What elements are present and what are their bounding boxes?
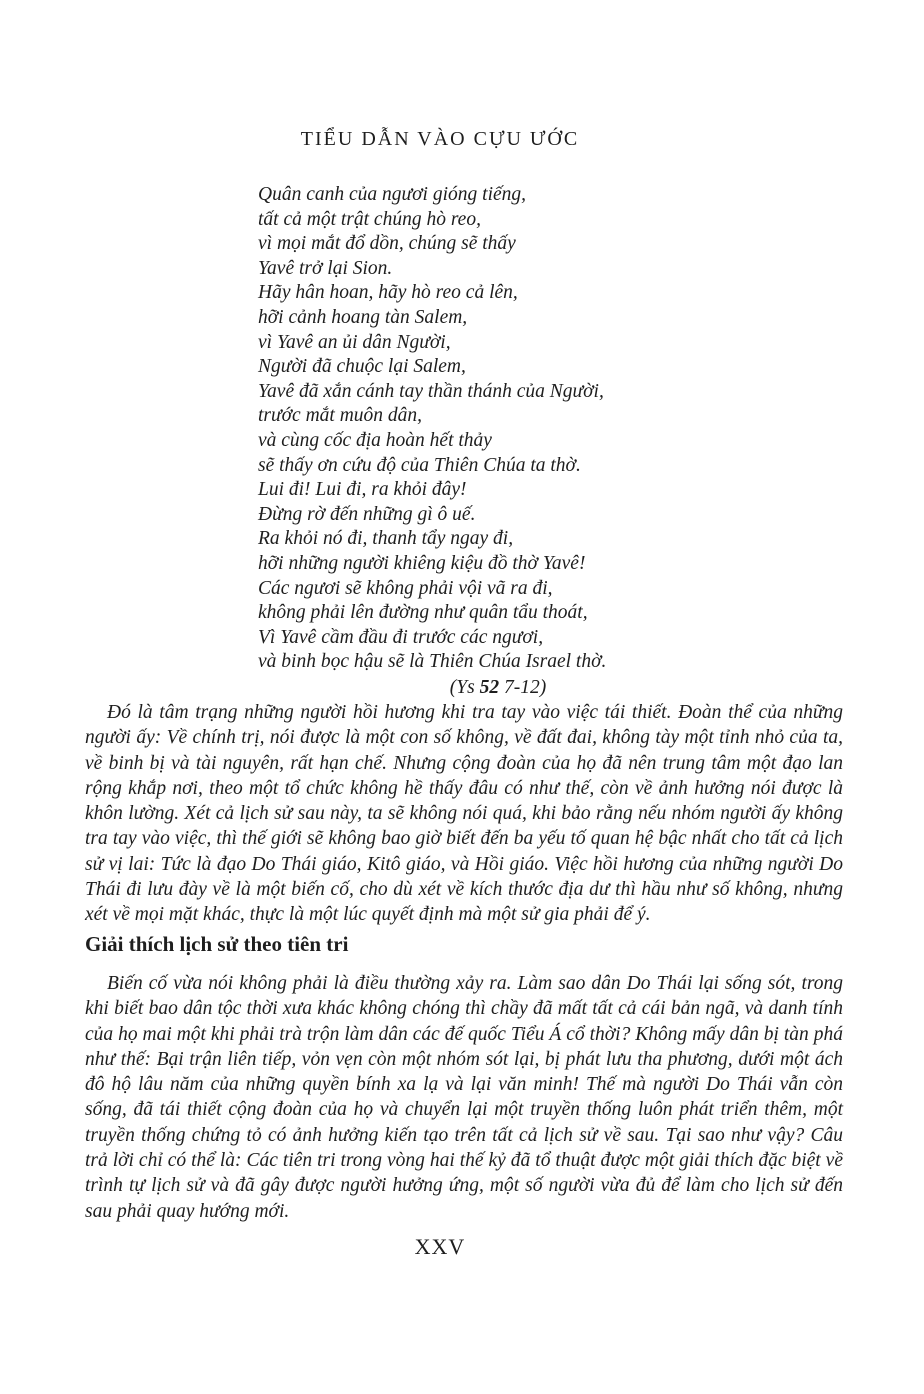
- running-head: TIỂU DẪN VÀO CỰU ƯỚC: [300, 128, 580, 150]
- poem-line: tất cả một trật chúng hò reo,: [258, 208, 481, 230]
- poem-line: Người đã chuộc lại Salem,: [258, 356, 466, 378]
- poem-line: Yavê đã xắn cánh tay thần thánh của Người,: [258, 380, 604, 402]
- citation-close: 7-12): [499, 676, 547, 698]
- citation-chapter-ref: 52: [479, 676, 500, 698]
- poem-line: hỡi cảnh hoang tàn Salem,: [258, 306, 468, 328]
- poem-citation: [258, 676, 738, 701]
- citation-open: (Ys: [449, 676, 480, 698]
- poem-line: hỡi những người khiêng kiệu đồ thờ Yavê!: [258, 552, 586, 574]
- paragraph-homecoming-reflection: Đó là tâm trạng những người hồi hương khi tra tay vào việc tái thiết. Đoàn thể của những người ấy: Về chính trị, nói được là một con số không, về đất đai, không tày một tỉnh nhỏ của ta, về binh bị và tài nguyên, rất hạn chế. Nhưng cộng đoàn của họ đã nên trung tâm một đạo lan rộng khắp nơi, theo một tổ chức không hề thấy đâu có như thế, còn về ảnh hưởng nói được là khôn lường. Xét cả lịch sử sau này, ta sẽ không nói quá, khi bảo rằng nếu nhóm người ấy không tra tay vào việc, thì thế giới sẽ không bao giờ biết đến ba yếu tố quan hệ bậc nhất cho tất cả lịch sử vị lai: Tức là đạo Do Thái giáo, Kitô giáo, và Hồi giáo. Việc hồi hương của những người Do Thái đi lưu đày về là một biến cố, cho dù xét về kích thước địa dư thì hầu như số không, nhưng xét về mọi mặt khác, thực là một lúc quyết định mà một sử gia phải để ý.: [85, 702, 843, 926]
- poem-line: và cùng cốc địa hoàn hết thảy: [258, 429, 492, 451]
- poem-line: vì Yavê an ủi dân Người,: [258, 331, 451, 353]
- page-number: XXV: [414, 1234, 466, 1259]
- poem-line: Lui đi! Lui đi, ra khỏi đây!: [258, 479, 467, 501]
- poem-line: và binh bọc hậu sẽ là Thiên Chúa Israel thờ.: [258, 651, 607, 673]
- poem-line: trước mắt muôn dân,: [258, 405, 423, 427]
- poem-line: vì mọi mắt đổ dồn, chúng sẽ thấy: [258, 233, 516, 255]
- poem-block: [258, 183, 738, 700]
- poem-line: Các ngươi sẽ không phải vội vã ra đi,: [258, 577, 553, 599]
- poem-line: Quân canh của ngươi gióng tiếng,: [258, 184, 527, 205]
- poem-line: Đừng rờ đến những gì ô uế.: [258, 503, 476, 525]
- section-heading: Giải thích lịch sử theo tiên tri: [85, 932, 349, 956]
- poem-line: Ra khỏi nó đi, thanh tẩy ngay đi,: [258, 528, 514, 550]
- poem-line: sẽ thấy ơn cứu độ của Thiên Chúa ta thờ.: [258, 454, 581, 476]
- poem-line: Yavê trở lại Sion.: [258, 257, 393, 279]
- poem-line: không phải lên đường như quân tẩu thoát,: [258, 602, 588, 624]
- paragraph-prophetic-history: Biến cố vừa nói không phải là điều thường xảy ra. Làm sao dân Do Thái lại sống sót, trong khi biết bao dân tộc thời xưa khác không chóng thì chầy đã mất tất cả cái bản ngã, và danh tính của họ mai một khi phải trà trộn làm dân các đế quốc Tiểu Á cổ thời? Không mấy dân bị tàn phá như thế: Bại trận liên tiếp, vỏn vẹn còn một nhóm sót lại, bị phát lưu tha phương, dưới một ách đô hộ lâu năm của những quyền bính xa lạ và lại văn minh! Thế mà người Do Thái vẫn còn sống, đã tái thiết cộng đoàn của họ và chuyển lại một truyền thống luôn phát triển thêm, một truyền thống chứng tỏ có ảnh hưởng kiến tạo trên tất cả lịch sử về sau. Tại sao như vậy? Câu trả lời chỉ có thể là: Các tiên tri trong vòng hai thế kỷ đã tổ thuật được một giải thích đặc biệt về trình tự lịch sử và đã gây được người hưởng ứng, một số người vừa đủ để làm cho lịch sử đến sau phải quay hướng mới.: [85, 973, 843, 1222]
- poem-line: Hãy hân hoan, hãy hò reo cả lên,: [258, 282, 518, 304]
- poem-line: Vì Yavê cầm đầu đi trước các ngươi,: [258, 626, 544, 648]
